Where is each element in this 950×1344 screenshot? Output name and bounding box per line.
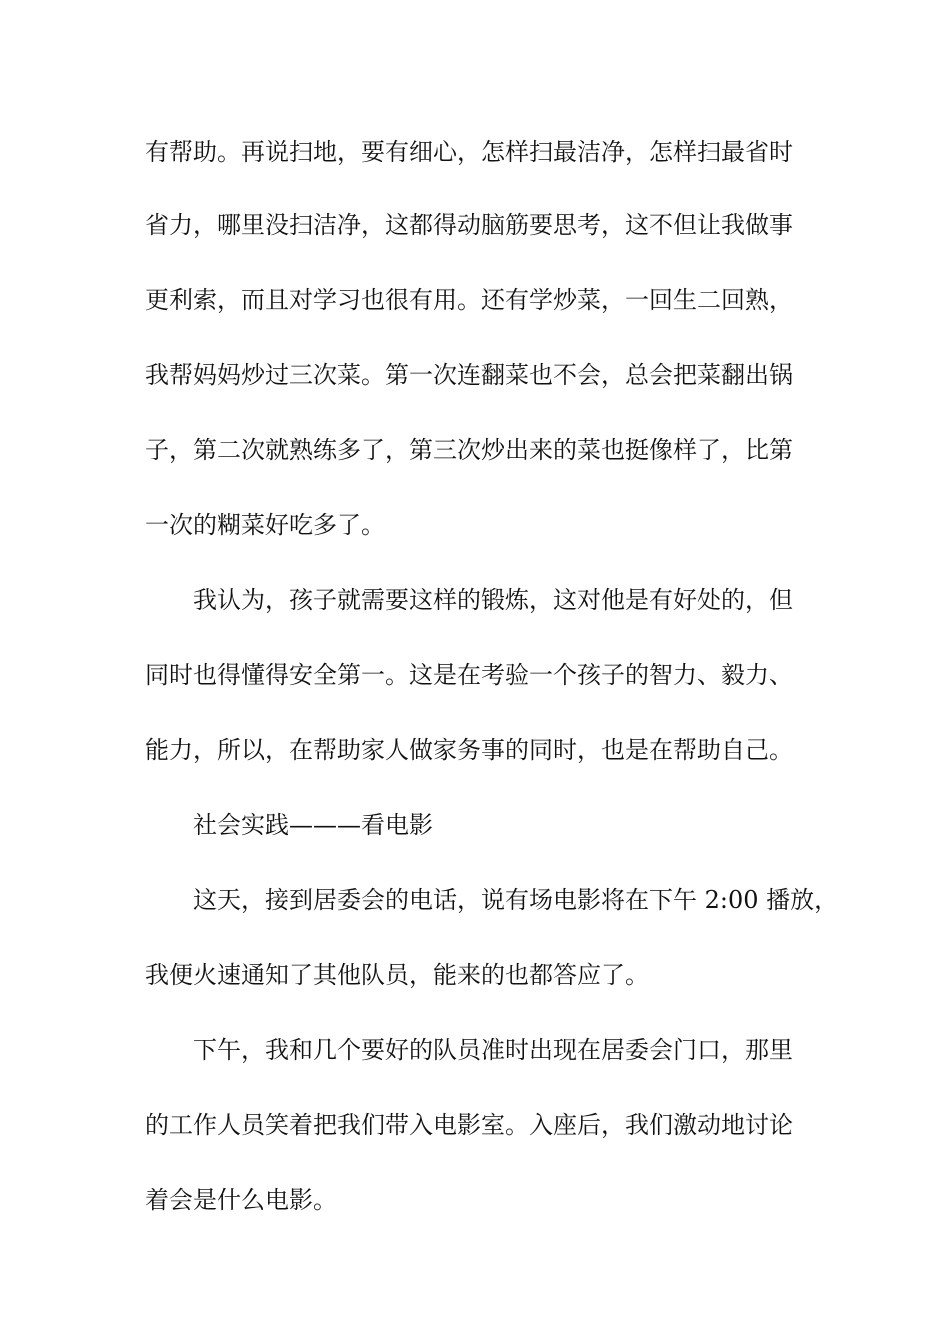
paragraph-first-line: 下午，我和几个要好的队员准时出现在居委会门口，那里 [193,1036,793,1064]
text-line: 子，第二次就熟练多了，第三次炒出来的菜也挺像样了，比第 [145,436,793,464]
text-line: 我便火速通知了其他队员，能来的也都答应了。 [145,961,649,989]
text-line: 能力，所以，在帮助家人做家务事的同时，也是在帮助自己。 [145,736,793,764]
text-line: 同时也得懂得安全第一。这是在考验一个孩子的智力、毅力、 [145,661,793,689]
text-line: 省力，哪里没扫洁净，这都得动脑筋要思考，这不但让我做事 [145,211,793,239]
section-heading: 社会实践———看电影 [193,811,433,839]
paragraph-first-line: 我认为，孩子就需要这样的锻炼，这对他是有好处的，但 [193,586,793,614]
text-line: 有帮助。再说扫地，要有细心，怎样扫最洁净，怎样扫最省时 [145,138,793,166]
text-line: 我帮妈妈炒过三次菜。第一次连翻菜也不会，总会把菜翻出锅 [145,361,793,389]
text-line: 着会是什么电影。 [145,1186,337,1214]
paragraph-first-line: 这天，接到居委会的电话，说有场电影将在下午 2:00 播放， [193,886,839,914]
text-line: 的工作人员笑着把我们带入电影室。入座后，我们激动地讨论 [145,1111,793,1139]
text-line: 更利索，而且对学习也很有用。还有学炒菜，一回生二回熟， [145,286,793,314]
text-line: 一次的糊菜好吃多了。 [145,511,385,539]
